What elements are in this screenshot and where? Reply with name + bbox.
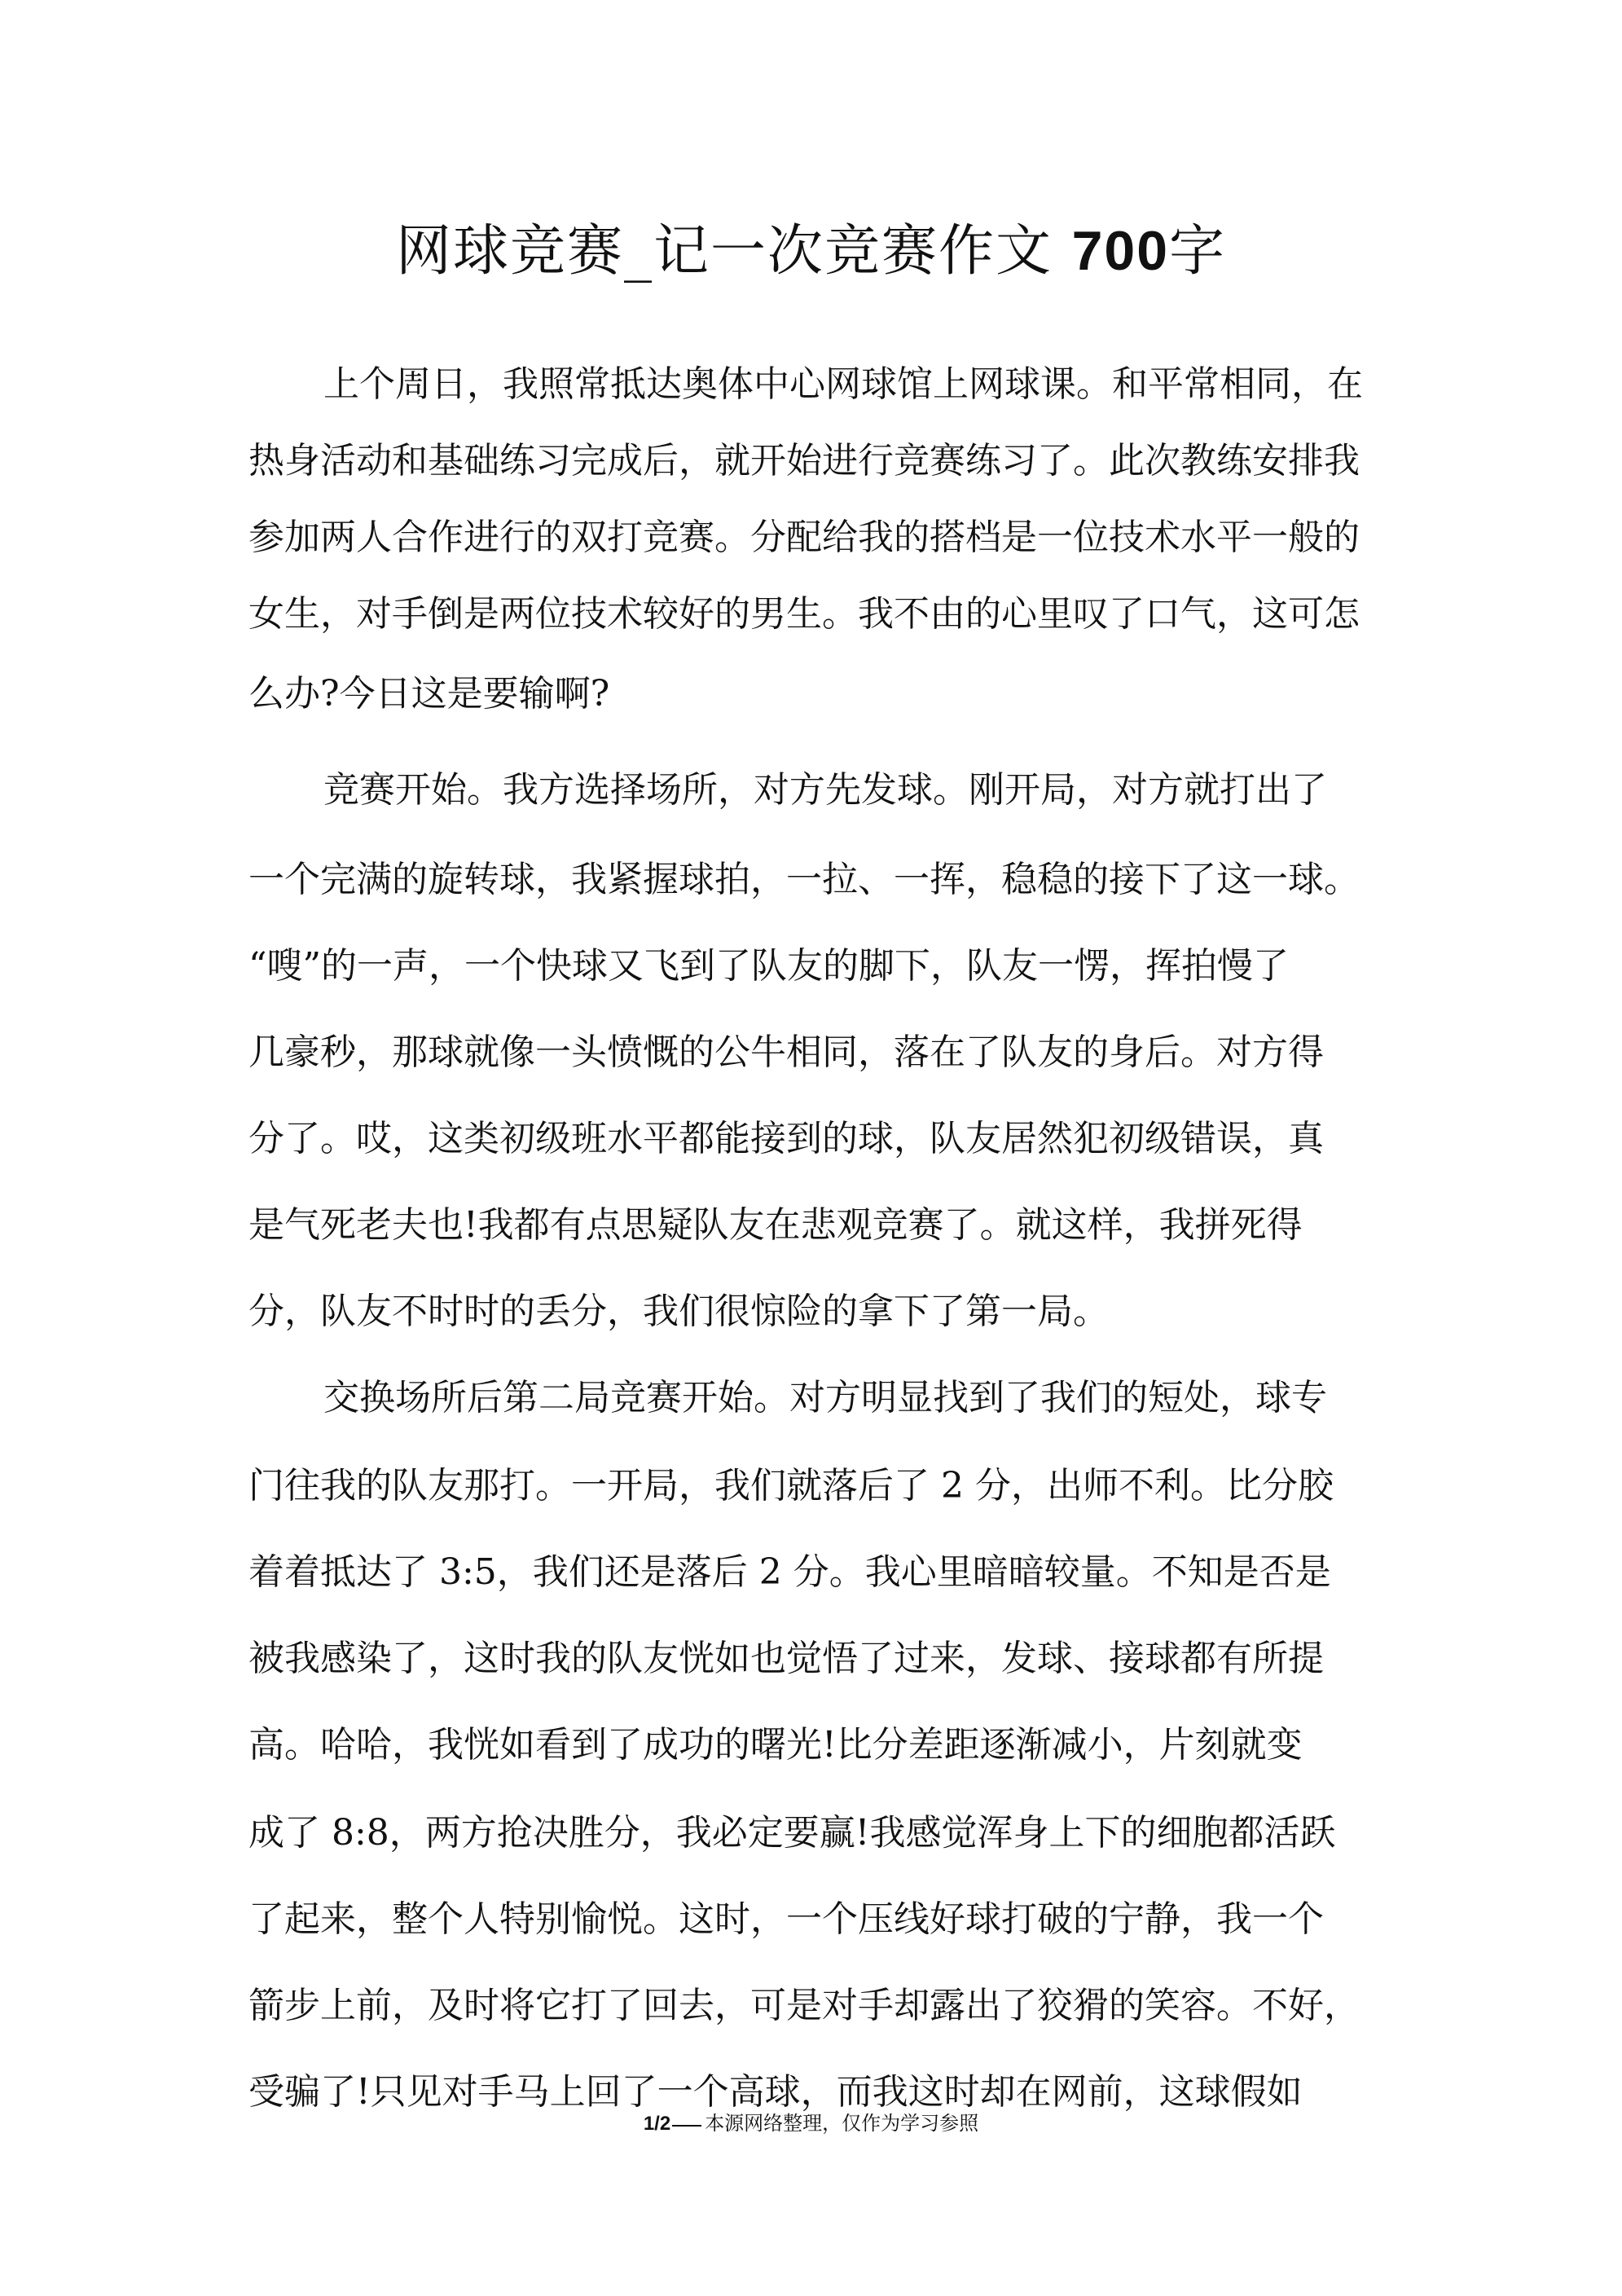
text-line: 上个周日，我照常抵达奥体中心网球馆上网球课。和平常相同，在	[323, 363, 1363, 405]
text-line: 门往我的队友那打。一开局，我们就落后了 2 分，出师不利。比分胶	[248, 1465, 1334, 1506]
page-number: 1/2	[643, 2113, 671, 2135]
text-line: 参加两人合作进行的双打竞赛。分配给我的搭档是一位技术水平一般的	[248, 517, 1360, 558]
title-suffix: 字	[1169, 219, 1227, 284]
text-line: 几豪秒，那球就像一头愤慨的公牛相同，落在了队友的身后。对方得	[248, 1031, 1324, 1073]
title-number: 700	[1071, 220, 1170, 282]
text-line: 被我感染了，这时我的队友恍如也觉悟了过来，发球、接球都有所提	[248, 1638, 1324, 1679]
text-line: 着着抵达了 3:5，我们还是落后 2 分。我心里暗暗较量。不知是否是	[248, 1551, 1331, 1593]
text-line: 竞赛开始。我方选择场所，对方先发球。刚开局，对方就打出了	[323, 769, 1327, 811]
text-line: 分，队友不时时的丢分，我们很惊险的拿下了第一局。	[248, 1291, 1109, 1332]
text-line: 高。哈哈，我恍如看到了成功的曙光!比分差距逐渐减小，片刻就变	[248, 1724, 1303, 1766]
footer-separator	[672, 2125, 701, 2127]
document-title	[0, 210, 1622, 292]
text-line: 成了 8:8，两方抢决胜分，我必定要赢!我感觉浑身上下的细胞都活跃	[248, 1812, 1336, 1854]
text-line: 箭步上前，及时将它打了回去，可是对手却露出了狡猾的笑容。不好，	[248, 1985, 1360, 2026]
text-line: “嗖”的一声，一个快球又飞到了队友的脚下，队友一愣，挥拍慢了	[248, 945, 1289, 987]
page-footer	[0, 2109, 1622, 2139]
text-line: 么办?今日这是要输啊?	[248, 673, 610, 715]
text-line: 女生，对手倒是两位技术较好的男生。我不由的心里叹了口气，这可怎	[248, 593, 1360, 635]
text-line: 热身活动和基础练习完成后，就开始进行竞赛练习了。此次教练安排我	[248, 440, 1360, 482]
text-line: 受骗了!只见对手马上回了一个高球，而我这时却在网前，这球假如	[248, 2071, 1303, 2113]
text-line: 是气死老夫也!我都有点思疑队友在悲观竞赛了。就这样，我拼死得	[248, 1204, 1303, 1246]
text-line: 交换场所后第二局竞赛开始。对方明显找到了我们的短处，球专	[323, 1377, 1327, 1419]
text-line: 分了。哎，这类初级班水平都能接到的球，队友居然犯初级错误，真	[248, 1118, 1324, 1159]
text-line: 一个完满的旋转球，我紧握球拍，一拉、一挥，稳稳的接下了这一球。	[248, 859, 1360, 900]
text-line: 了起来，整个人特别愉悦。这时，一个压线好球打破的宁静，我一个	[248, 1898, 1324, 1940]
footer-note: 本源网络整理，仅作为学习参照	[705, 2112, 979, 2135]
title-prefix: 网球竞赛_记一次竞赛作文	[395, 219, 1053, 284]
